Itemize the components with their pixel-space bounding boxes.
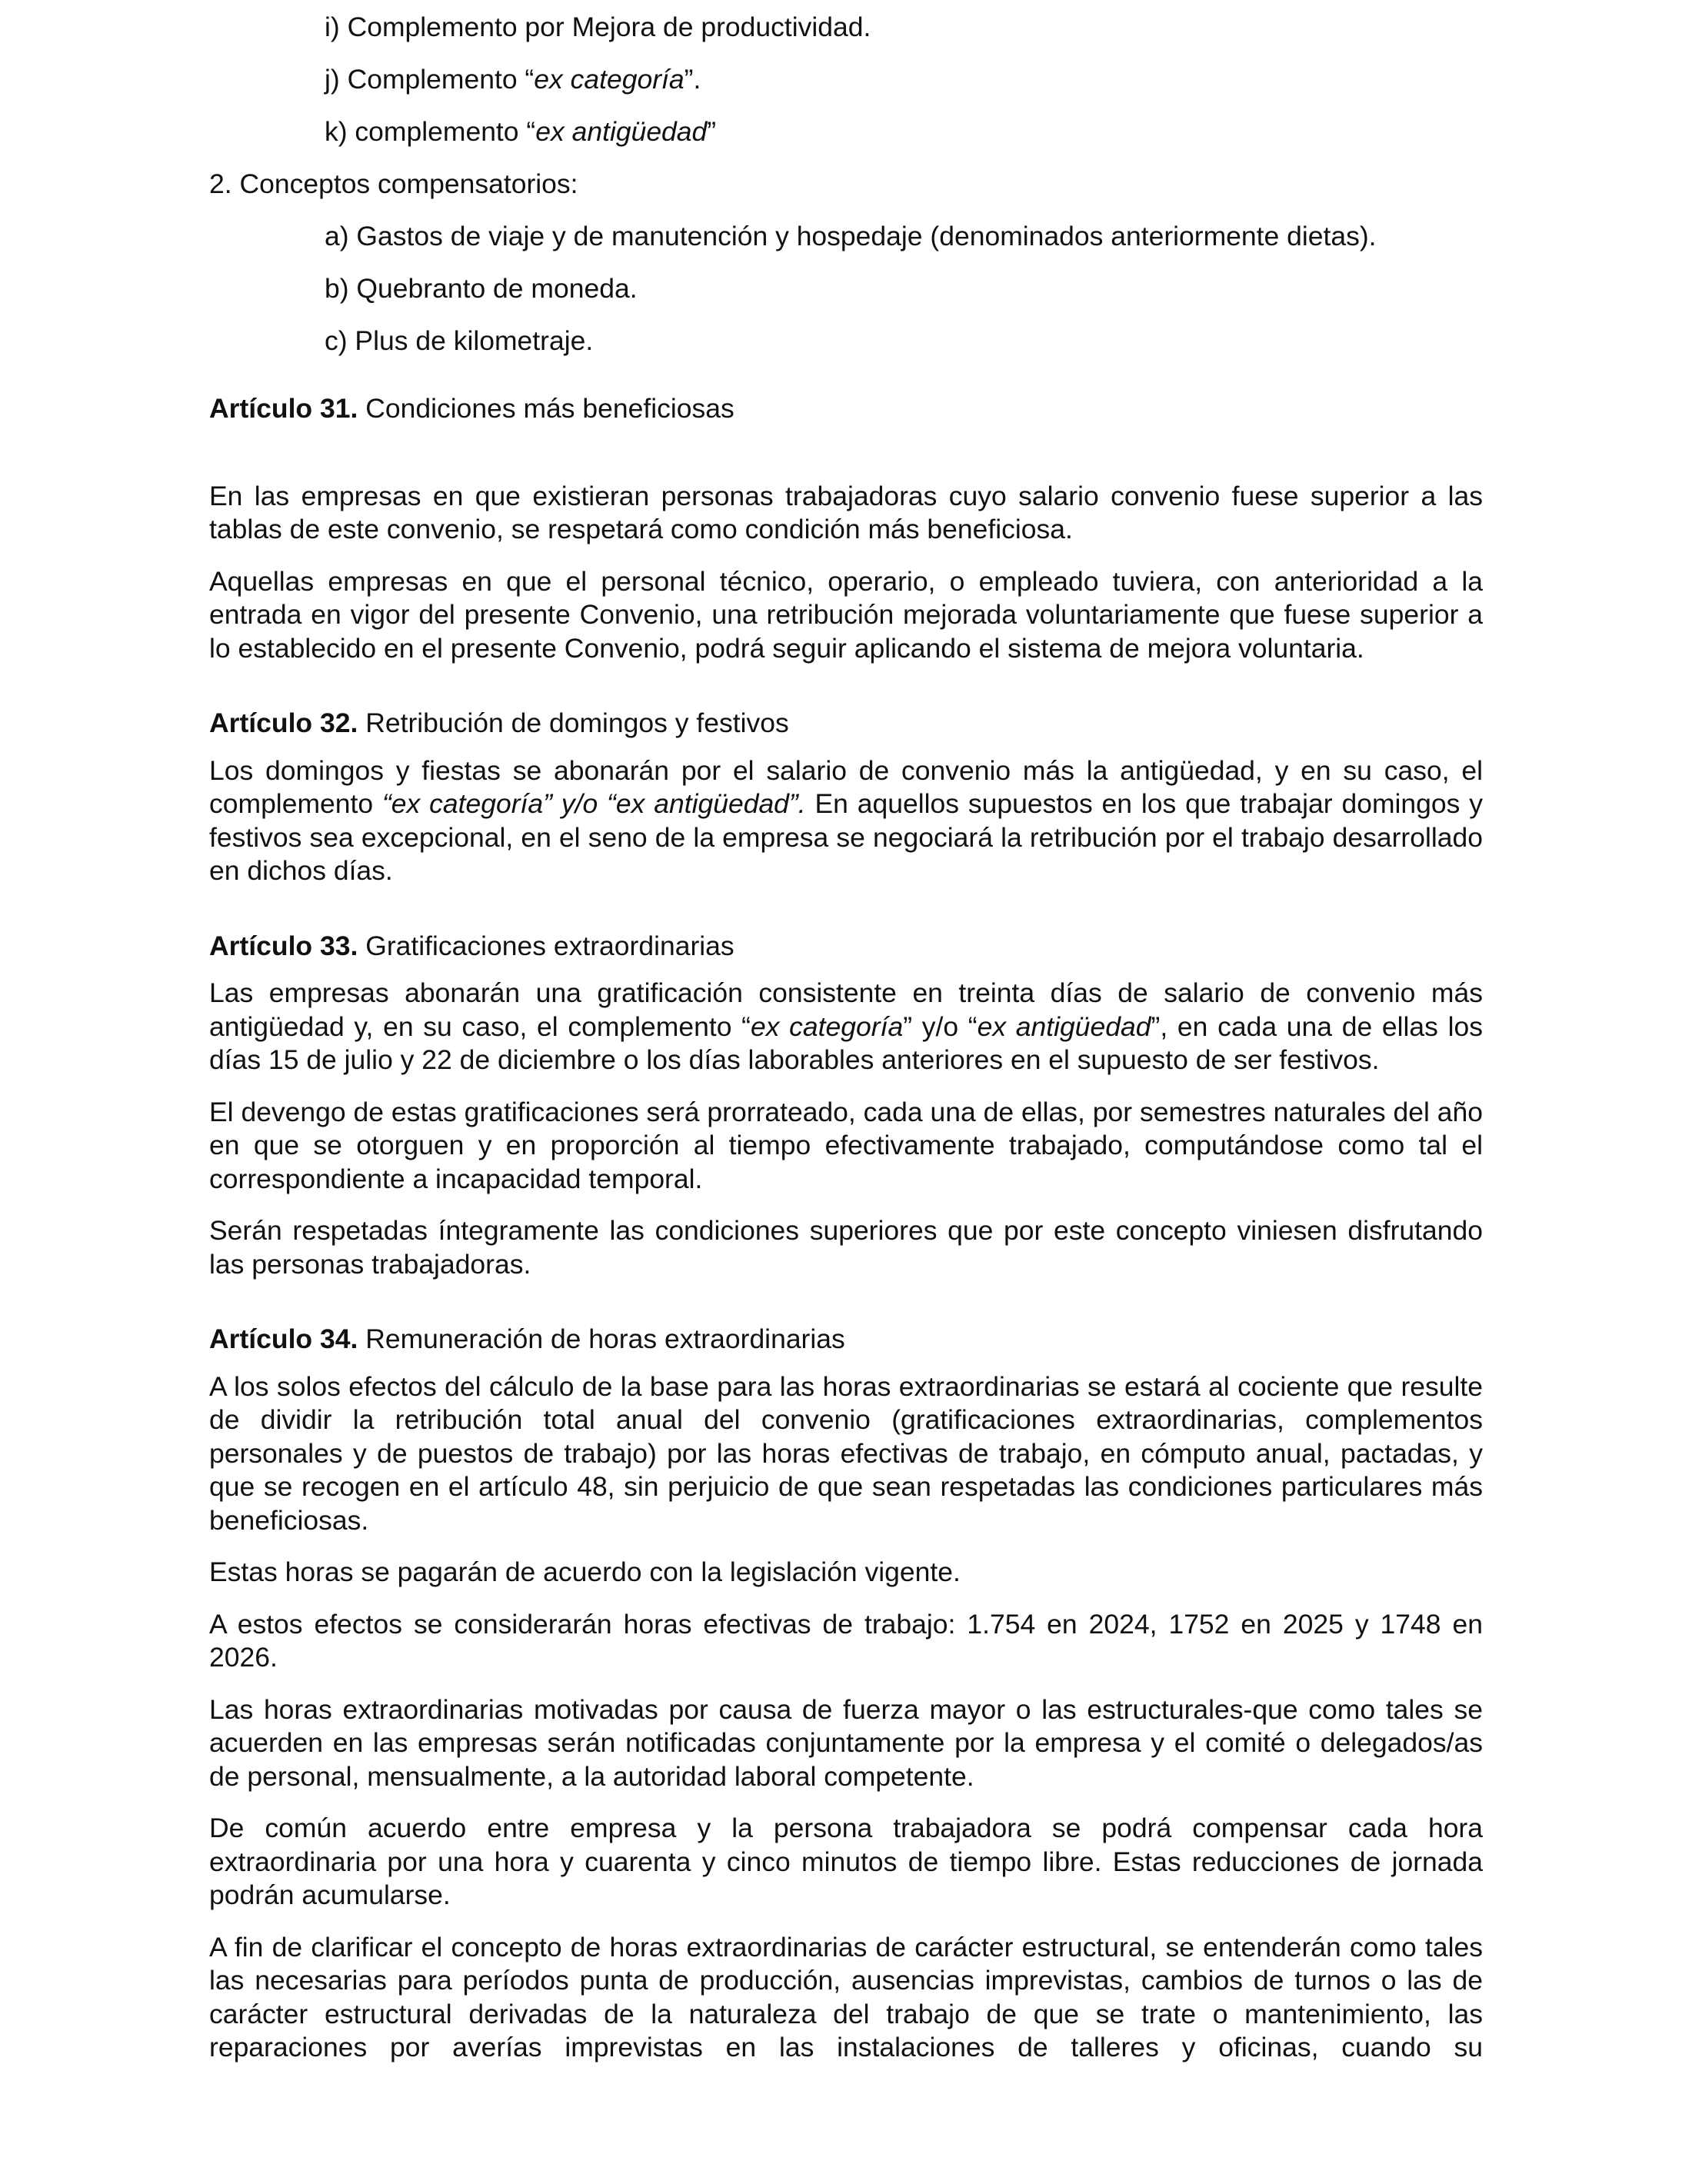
list-item-k-prefix: k) complemento “ (325, 116, 536, 147)
article-33-p1-a: Las empresas abonarán una gratificación consistente en treinta días de salario de convenio más antigüedad y, en su caso, el complemento “ (209, 977, 1483, 1042)
article-34-paragraph-6: A fin de clarificar el concepto de horas extraordinarias de carácter estructural, se entenderán como tales las necesarias para períodos punta de producción, ausencias imprevistas, cambios de turnos o las de carácter estructural derivadas de la naturaleza del trabajo de que se trate o mantenimiento, las reparaciones por averías imprevistas en las instalaciones de talleres y oficinas, cuando su (209, 1931, 1483, 2062)
article-31-heading (209, 392, 1483, 426)
article-34-paragraph-2: Estas horas se pagarán de acuerdo con la legislación vigente. (209, 1556, 961, 1587)
list-item-k (209, 115, 1483, 149)
article-34-paragraph-3: A estos efectos se considerarán horas efectivas de trabajo: 1.754 en 2024, 1752 en 2025 y 1748 en 2026. (209, 1608, 1483, 1673)
article-32-p1-a: Los domingos y fiestas se abonarán por el salario de convenio más la antigüedad, y en su caso, el complemento (209, 754, 1483, 819)
article-34-paragraph-1: A los solos efectos del cálculo de la base para las horas extraordinarias se estará al cociente que resulte de dividir la retribución total anual del convenio (gratificaciones extraordinarias, complementos personales y de puestos de trabajo) por las horas efectivas de trabajo, en cómputo anual, pactadas, y que se recogen en el artículo 48, sin perjuicio de que sean respetadas las condiciones particulares más beneficiosas. (209, 1370, 1483, 1536)
list-item-i-text: i) Complemento por Mejora de productividad. (325, 12, 871, 42)
article-33-p1-b: ” y/o “ (903, 1010, 978, 1042)
list-item-k-suffix: ” (707, 116, 717, 147)
list-item-j (209, 63, 1483, 97)
article-34-number: Artículo 34. (209, 1323, 358, 1354)
article-34-heading (209, 1323, 1483, 1357)
list-item-i (209, 11, 1483, 45)
list-item-a-text: a) Gastos de viaje y de manutención y hospedaje (denominados anteriormente dietas). (325, 221, 1377, 251)
list-item-b (209, 272, 1483, 306)
section-2-title (209, 168, 1483, 201)
list-item-c (209, 325, 1483, 358)
list-item-j-em: ex categoría (534, 64, 684, 95)
article-32-p1-em: “ex categoría” y/o “ex antigüedad”. (381, 788, 806, 819)
article-31-paragraph-1: En las empresas en que existieran personas trabajadoras cuyo salario convenio fuese superior a las tablas de este convenio, se respetará como condición más beneficiosa. (209, 480, 1483, 544)
article-31-number: Artículo 31. (209, 393, 358, 424)
article-33-paragraph-2: El devengo de estas gratificaciones será prorrateado, cada una de ellas, por semestres naturales del año en que se otorguen y en proporción al tiempo efectivamente trabajado, computándose como tal el correspondiente a incapacidad temporal. (209, 1096, 1483, 1194)
article-33-p1-c: ”, en cada una de ellas los días 15 de julio y 22 de diciembre o los días laborables anteriores en el supuesto de ser festivos. (209, 1010, 1483, 1075)
article-32-paragraph-1 (209, 754, 1483, 888)
article-33-heading (209, 930, 1483, 964)
article-32-heading (209, 707, 1483, 741)
article-34-paragraph-4: Las horas extraordinarias motivadas por causa de fuerza mayor o las estructurales-que como tales se acuerden en las empresas serán notificadas conjuntamente por la empresa y el comité o delegados/as de personal, mensualmente, a la autoridad laboral competente. (209, 1693, 1483, 1792)
article-31-title: Condiciones más beneficiosas (365, 393, 734, 424)
article-34-title: Remuneración de horas extraordinarias (365, 1323, 845, 1354)
article-33-p1-em1: ex categoría (750, 1010, 904, 1042)
section-2-title-text: 2. Conceptos compensatorios: (209, 168, 578, 199)
list-item-k-em: ex antigüedad (535, 116, 708, 147)
list-item-j-prefix: j) Complemento “ (325, 64, 535, 95)
article-31-paragraph-2: Aquellas empresas en que el personal técnico, operario, o empleado tuviera, con anterioridad a la entrada en vigor del presente Convenio, una retribución mejorada voluntariamente que fuese superior a lo establecido en el presente Convenio, podrá seguir aplicando el sistema de mejora voluntaria. (209, 565, 1483, 664)
article-34-paragraph-5: De común acuerdo entre empresa y la persona trabajadora se podrá compensar cada hora extraordinaria por una hora y cuarenta y cinco minutos de tiempo libre. Estas reducciones de jornada podrán acumularse. (209, 1813, 1483, 1910)
list-item-c-text: c) Plus de kilometraje. (325, 325, 594, 356)
list-item-b-text: b) Quebranto de moneda. (325, 273, 638, 304)
document-page (209, 11, 1483, 2083)
article-33-title: Gratificaciones extraordinarias (365, 930, 734, 961)
article-32-title: Retribución de domingos y festivos (365, 707, 789, 738)
article-33-p1-em2: ex antigüedad (977, 1010, 1151, 1042)
article-32-number: Artículo 32. (209, 707, 358, 738)
article-33-paragraph-3: Serán respetadas íntegramente las condiciones superiores que por este concepto viniesen disfrutando las personas trabajadoras. (209, 1215, 1483, 1280)
article-33-paragraph-1 (209, 977, 1483, 1077)
article-33-number: Artículo 33. (209, 930, 358, 961)
list-item-j-suffix: ”. (684, 64, 701, 95)
list-item-a (209, 220, 1483, 254)
article-32-p1-b: En aquellos supuestos en los que trabajar domingos y festivos sea excepcional, en el seno de la empresa se negociará la retribución por el trabajo desarrollado en dichos días. (209, 788, 1483, 886)
